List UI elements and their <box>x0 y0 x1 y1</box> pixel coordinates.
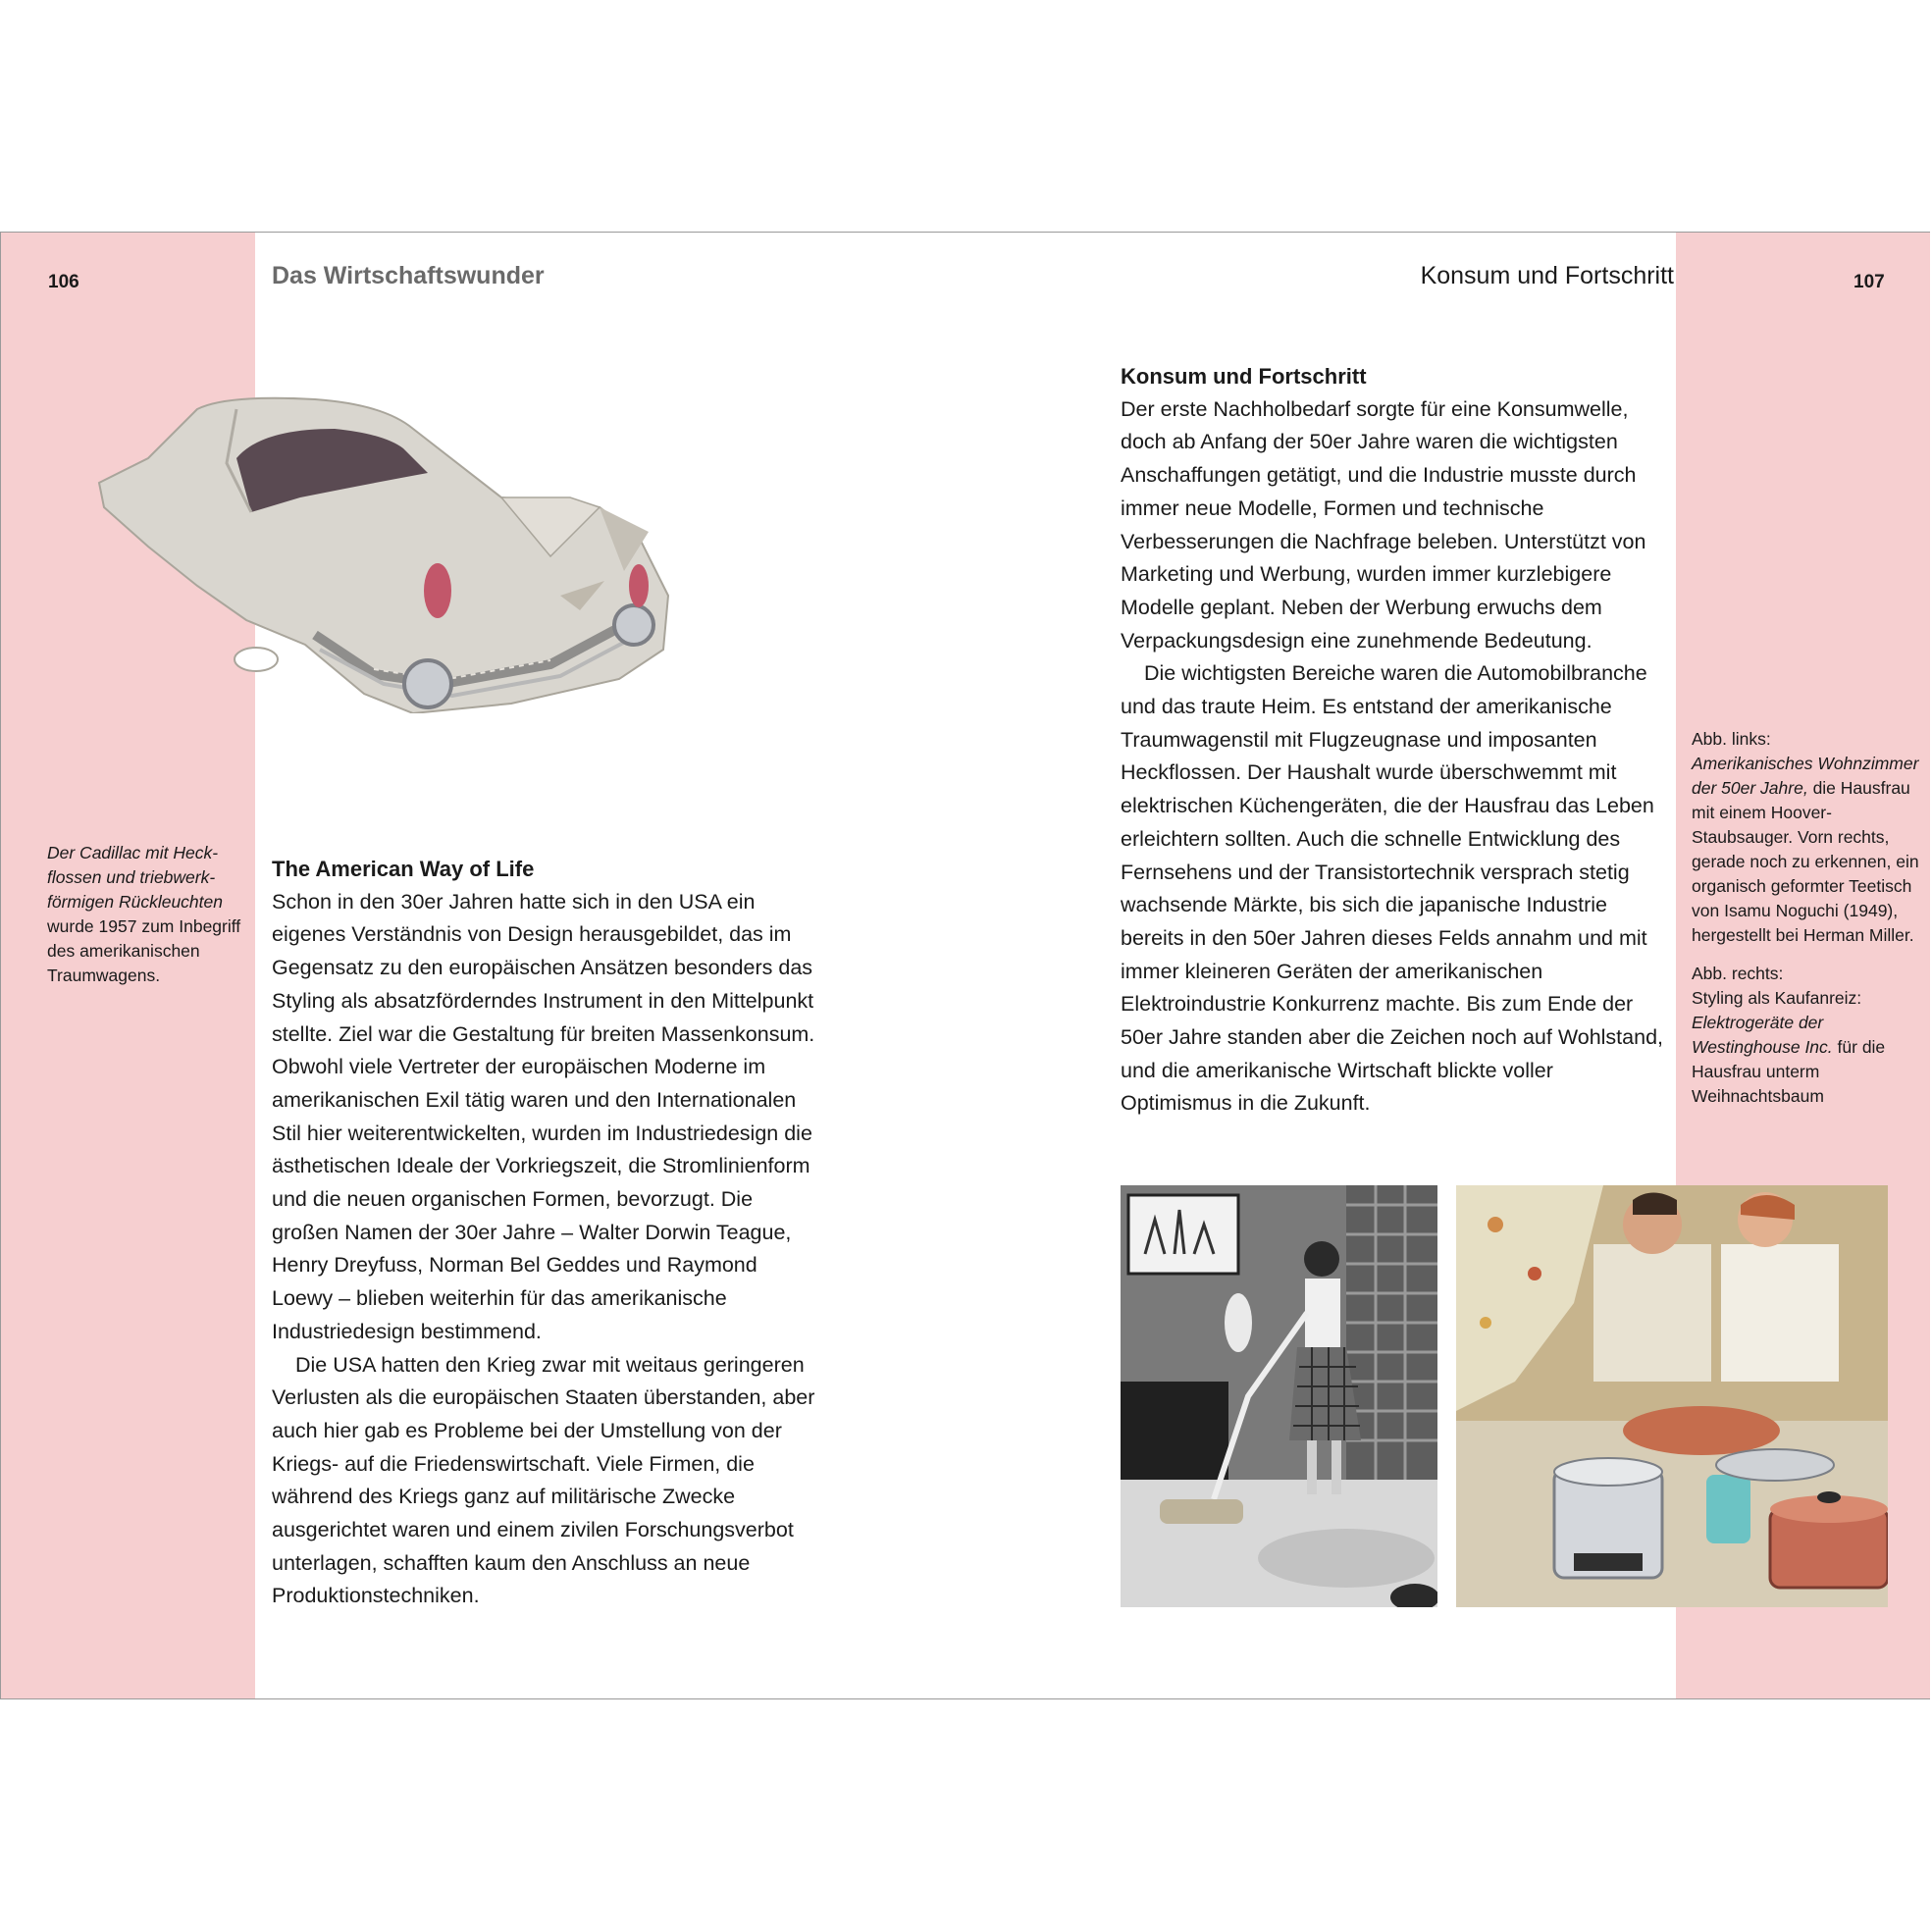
right-text-column <box>1121 360 1666 1121</box>
running-head-left: Das Wirtschaftswunder <box>272 262 545 289</box>
caption-left-label: Abb. links: <box>1692 729 1771 749</box>
caption-left-plain: die Hausfrau mit einem Hoover-Staubsauger. Vorn rechts, gerade noch zu erkennen, ein organisch geformter Teetisch von Isamu Noguchi (1949), hergestellt bei Herman Miller. <box>1692 778 1919 945</box>
caption-right-plain-1: Styling als Kaufanreiz: <box>1692 988 1862 1008</box>
caption-right-italic: Elektrogeräte der Westinghouse Inc. <box>1692 1013 1833 1057</box>
westinghouse-appliances-photo <box>1456 1185 1888 1607</box>
photo-captions <box>1692 727 1922 1123</box>
page-number-left: 106 <box>48 272 79 292</box>
caption-right-plain-2: für die Hausfrau unterm Weihnachtsbaum <box>1692 1037 1886 1106</box>
right-paragraph-2: Die wichtigsten Bereiche waren die Automobilbranche und das traute Heim. Es entstand der amerikanische Traumwagenstil mit Flugzeugnase und imposanten Heckflossen. Der Haushalt wurde überschwemmt mit elektrischen Küchengeräten, die der Hausfrau das Leben erleichtern sollten. Auch die schnelle Entwicklung des Fernsehens und der Transistortechnik versprach stetig wachsende Märkte, bis sich die japanische Industrie bereits in den 50er Jahren dieses Felds annahm und mit immer kleineren Geräten der amerikanischen Elektroindustrie Konkurrenz machte. Bis zum Ende der 50er Jahre standen aber die Zeichen noch auf Wohlstand, und die amerikanische Wirtschaft blickte voller Optimismus in die Zukunft. <box>1121 661 1663 1116</box>
left-paragraph-1: Schon in den 30er Jahren hatte sich in den USA ein eigenes Verständnis von Design herausgebildet, das im Gegensatz zu den europäischen Ansätzen besonders das Styling als absatzförderndes Instrument in den Mittelpunkt stellte. Ziel war die Gestaltung für breiten Massenkonsum. Obwohl viele Vertreter der europäischen Moderne im amerikanischen Exil tätig waren und den Internationalen Stil hier weiterentwickelten, wurden im Industriedesign die ästhetischen Ideale der Vorkriegszeit, die Stromlinienform und die neuen organischen Formen, bevorzugt. Die großen Namen der 30er Jahre – Walter Dorwin Teague, Henry Dreyfuss, Norman Bel Geddes und Raymond Loewy – blieben weiterhin für das amerikanische Industriedesign bestimmend. <box>272 889 815 1343</box>
left-paragraph-2: Die USA hatten den Krieg zwar mit weitaus geringeren Verlusten als die europäischen Staaten überstanden, aber auch hier gab es Probleme bei der Umstellung von der Kriegs- auf die Friedenswirtschaft. Viele Firmen, die während des Kriegs ganz auf militärische Zwecke ausgerichtet waren und einem zivilen Forschungsverbot unterlagen, schafften kaum den Anschluss an neue Produktionstechniken. <box>272 1352 815 1608</box>
caption-left-italic: Amerikanisches Wohnzimmer der 50er Jahre, <box>1692 754 1919 798</box>
car-caption-italic: Der Cadillac mit Heckflossen und triebwerkförmigen Rückleuchten <box>47 843 223 912</box>
section-title-american-way: The American Way of Life <box>272 857 535 881</box>
caption-left-photo <box>1692 727 1922 948</box>
running-head-right: Konsum und Fortschritt <box>1420 262 1674 289</box>
car-caption-plain: wurde 1957 zum Inbegriff des amerikanischen Traumwagens. <box>47 916 241 985</box>
left-text-column <box>272 853 817 1613</box>
cadillac-photo <box>89 390 747 713</box>
right-paragraph-1: Der erste Nachholbedarf sorgte für eine Konsumwelle, doch ab Anfang der 50er Jahre waren die wichtigsten Anschaffungen getätigt, und die Industrie musste durch immer neue Modelle, Formen und technische Verbesserungen die Nachfrage beleben. Unterstützt von Marketing und Werbung, wurden immer kurzlebigere Modelle geplant. Neben der Werbung erwuchs dem Verpackungsdesign eine zunehmende Bedeutung. <box>1121 396 1646 653</box>
caption-right-photo <box>1692 962 1922 1109</box>
section-title-konsum: Konsum und Fortschritt <box>1121 364 1367 389</box>
page-number-right: 107 <box>1854 272 1885 292</box>
car-caption <box>47 841 253 988</box>
caption-right-label: Abb. rechts: <box>1692 964 1784 983</box>
living-room-photo <box>1121 1185 1437 1607</box>
book-spread <box>0 232 1930 1699</box>
